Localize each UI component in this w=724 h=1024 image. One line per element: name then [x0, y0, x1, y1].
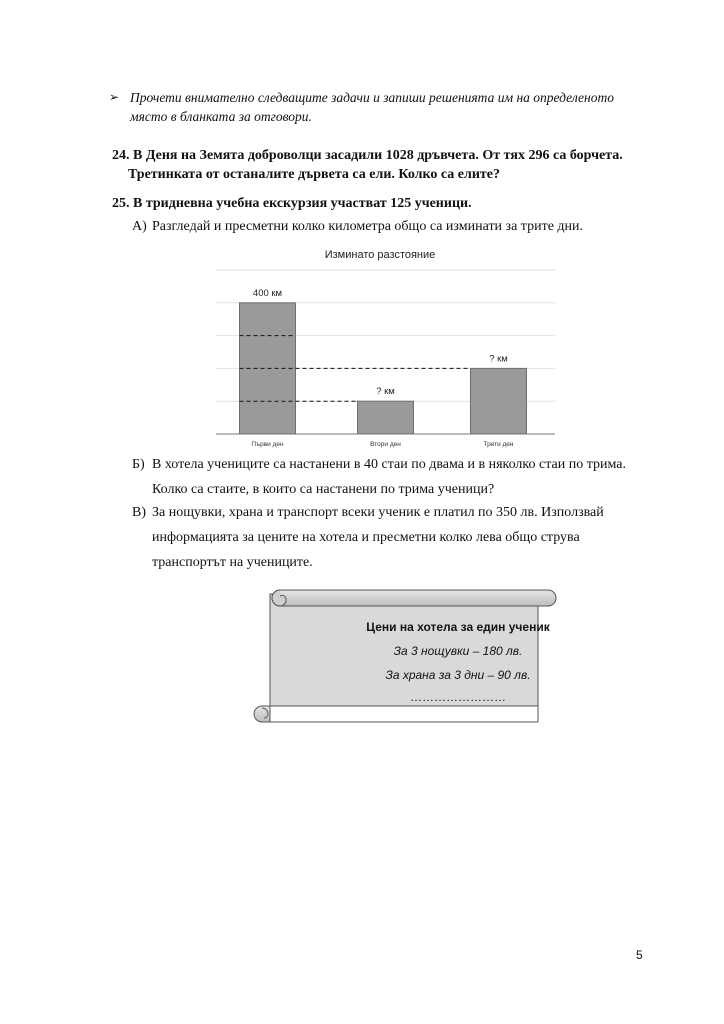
distance-chart — [200, 240, 580, 452]
page-number: 5 — [636, 948, 643, 962]
hotel-line-3: …………………… — [410, 690, 506, 704]
category-label-1: Първи ден — [251, 441, 284, 448]
question-24 — [112, 146, 672, 184]
part-v-letter: В) — [132, 505, 146, 520]
hotel-line-2: За храна за 3 дни – 90 лв. — [385, 668, 531, 682]
hotel-title: Цени на хотела за един ученик — [366, 620, 550, 634]
question-25-title: 25. В тридневна учебна екскурзия участват 125 ученици. — [112, 196, 472, 211]
part-v-text: За нощувки, храна и транспорт всеки ученик е платил по 350 лв. Използвай информацията за цените на хотела и пресметни колко лева общо струва транспортът на учениците. — [152, 505, 604, 570]
question-25-part-v — [132, 500, 632, 575]
question-25-part-a — [132, 214, 652, 239]
scroll-top-roll — [272, 590, 556, 606]
part-b-letter: Б) — [132, 457, 145, 472]
question-24-line2: Третинката от останалите дървета са ели. Колко са елите? — [128, 167, 500, 182]
bar-3 — [471, 368, 527, 434]
chart-title: Изминато разстояние — [324, 249, 436, 261]
question-24-line1: 24. В Деня на Земята доброволци засадили 1028 дръвчета. От тях 296 са борчета. — [112, 148, 623, 163]
category-label-3: Трети ден — [483, 441, 514, 448]
instruction — [109, 88, 632, 126]
chart-category-labels — [251, 441, 514, 448]
part-b-text: В хотела учениците са настанени в 40 стаи по двама и в няколко стаи по трима. Колко са стаите, в които са настанени по трима ученици? — [152, 457, 626, 497]
bar-label-1: 400 км — [252, 287, 283, 299]
bar-2 — [358, 401, 414, 434]
part-a-text: Разгледай и пресметни колко километра общо са изминати за трите дни. — [152, 219, 584, 234]
arrow-bullet-icon: ➢ — [109, 90, 120, 104]
bar-label-2: ? км — [376, 386, 395, 398]
bar-label-3: ? км — [489, 353, 508, 365]
hotel-line-1: За 3 нощувки – 180 лв. — [393, 644, 523, 658]
part-a-letter: А) — [132, 219, 147, 234]
instruction-text: Прочети внимателно следващите задачи и запиши решенията им на определеното място в бланката за отговори. — [130, 90, 614, 124]
category-label-2: Втори ден — [370, 441, 401, 448]
question-25-part-b — [132, 452, 632, 502]
